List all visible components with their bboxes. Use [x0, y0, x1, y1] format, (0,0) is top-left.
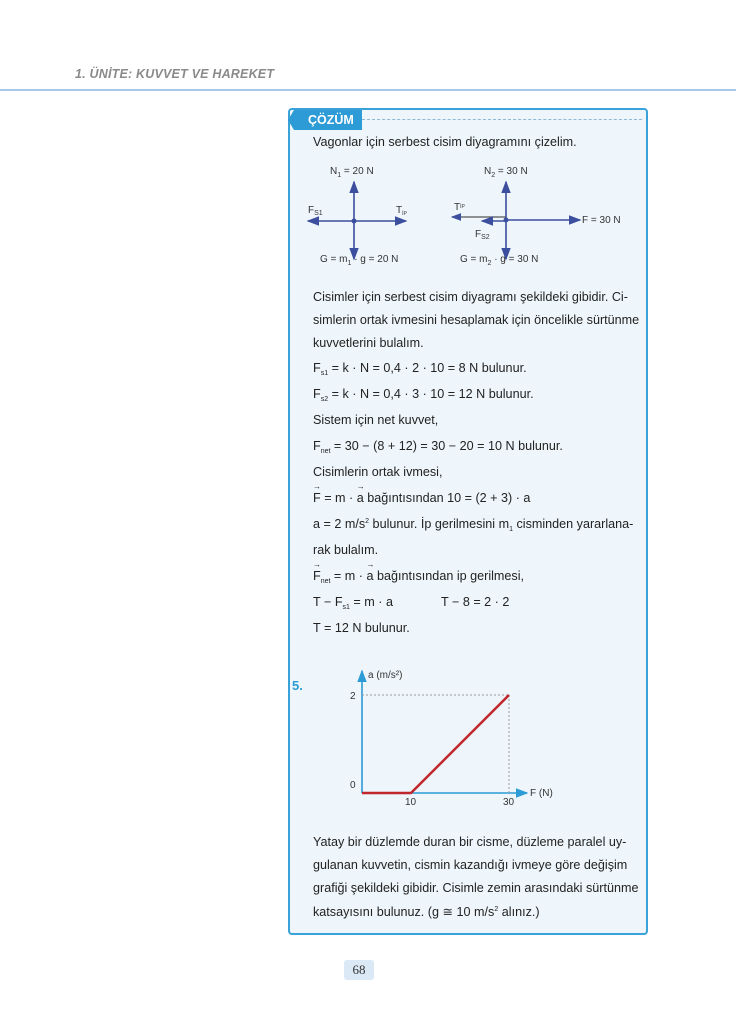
n1-label: $N_1 = 20$ N [330, 166, 374, 179]
page-number: 68 [344, 960, 374, 980]
text-line: kuvvetlerini bulalım. [313, 336, 424, 350]
question-text: Yatay bir düzlemde duran bir cisme, düzleme paralel uy- [313, 835, 627, 849]
unit-header: 1. ÜNİTE: KUVVET VE HAREKET [75, 67, 275, 81]
question-text: grafiği şekildeki gibidir. Cisimle zemin arasındaki sürtünme [313, 881, 639, 895]
acceleration-result: a = 2 $m/s^2$ bulunur. İp gerilmesini $m_1$ cisminden yararlana- [313, 517, 634, 533]
diagram-1 [308, 166, 407, 267]
solution-intro: Vagonlar için serbest cisim diyagramını çizelim. [313, 135, 577, 149]
g2-label: $G = m_2 \cdot g = 30$ N [460, 254, 539, 267]
text-line: simlerin ortak ivmesini hesaplamak için öncelikle sürtünme [313, 313, 640, 327]
question-text: gulanan kuvvetin, cismin kazandığı ivmeye göre değişim [313, 858, 628, 872]
tip-label-2: $T^{İP}$ [454, 202, 465, 213]
question-number: 5. [292, 678, 303, 693]
f-30-label: F = 30 N [582, 215, 621, 226]
fs2-label: $F_{S2}$ [475, 229, 490, 241]
y-tick-label: 0 [350, 780, 356, 791]
n2-label: $N_2 = 30$ N [484, 166, 528, 179]
text-line: Cisimler için serbest cisim diyagramı şekildeki gibidir. Ci- [313, 290, 628, 304]
fs1-label: $F_{S1}$ [308, 205, 323, 217]
tension-intro: → $F_{net} = m$ · → a bağıntısından ip gerilmesi, [313, 569, 524, 585]
x-tick-label: 10 [405, 797, 417, 808]
newton-equation: → F = m · → a bağıntısından 10 = (2 + 3) · a [313, 491, 530, 505]
question-text: katsayısını bulunuz. (g ≅ 10 $m/s^2$ alınız.) [313, 905, 540, 919]
tip-label-1: $T_{İP}$ [396, 205, 407, 217]
x-tick-label: 30 [503, 797, 515, 808]
fnet-equation: $F_{net} = 30 - (8 + 12) = 30 - 20 = 10$ N bulunur. [313, 439, 563, 455]
header-divider [0, 89, 736, 91]
g1-label: $G = m_1 \cdot g = 20$ N [320, 254, 399, 267]
acceleration-force-graph [330, 665, 570, 810]
y-axis-label: a (m/s²) [368, 670, 403, 681]
text-line: Sistem için net kuvvet, [313, 413, 439, 427]
diagram-2 [452, 166, 621, 267]
tension-equation: $T - F_{s1} = m \cdot a$ T − 8 = 2 · 2 [313, 595, 510, 611]
text-line: rak bulalım. [313, 543, 379, 557]
solution-tag: ÇÖZÜM [294, 110, 362, 130]
tension-result: T = 12 N bulunur. [313, 621, 410, 635]
y-tick-label: 2 [350, 691, 356, 702]
x-axis-label: F (N) [530, 788, 553, 799]
tag-dashed-line [362, 119, 642, 120]
text-line: Cisimlerin ortak ivmesi, [313, 465, 443, 479]
free-body-diagrams [290, 160, 640, 275]
data-line [362, 695, 509, 793]
fs2-equation: $F_{s2} = k \cdot N = 0,4 \cdot 3 \cdot 10 = 12$ N bulunur. [313, 387, 534, 403]
fs1-equation: $F_{s1} = k \cdot N = 0,4 \cdot 2 \cdot 10 = 8$ N bulunur. [313, 361, 527, 377]
